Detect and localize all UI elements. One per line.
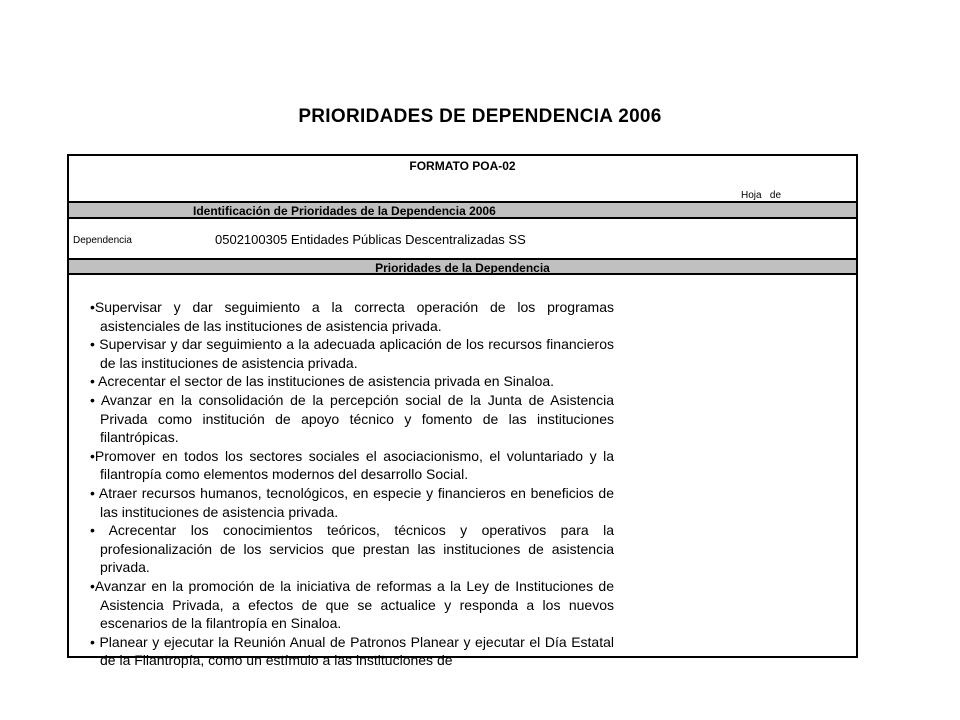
priority-item: •Supervisar y dar seguimiento a la correcta operación de los programas asistenciales de las instituciones de asistencia privada.: [90, 299, 614, 334]
prioridades-header-text: Prioridades de la Dependencia: [375, 261, 550, 275]
priority-item: •Promover en todos los sectores sociales el asociacionismo, el voluntariado y la filantropía como elementos modernos del desarrollo Social.: [90, 447, 614, 483]
formato-label: FORMATO POA-02: [409, 159, 516, 173]
priority-item: • Acrecentar el sector de las instituciones de asistencia privada en Sinaloa.: [90, 373, 555, 390]
priority-item: • Avanzar en la consolidación de la percepción social de la Junta de Asistencia Privada como institución de apoyo técnico y fomento de las instituciones filantrópicas.: [90, 391, 614, 446]
priority-item: • Planear y ejecutar la Reunión Anual de Patronos Planear y ejecutar el Día Estatal de la Filantropía, como un estímulo a las instituciones de: [90, 633, 614, 669]
priority-item: • Supervisar y dar seguimiento a la adecuada aplicación de los recursos financieros de las instituciones de asistencia privada.: [90, 336, 614, 371]
priority-item: • Atraer recursos humanos, tecnológicos, en especie y financieros en beneficios de las instituciones de asistencia privada.: [90, 484, 614, 520]
hoja-label: Hoja: [741, 190, 762, 201]
priority-item: • Acrecentar los conocimientos teóricos, técnicos y operativos para la profesionalización de los servicios que prestan las instituciones de asistencia privada.: [90, 522, 614, 576]
priorities-list: [90, 298, 614, 670]
identificacion-header: [69, 201, 856, 219]
dependencia-value: 0502100305 Entidades Públicas Descentralizadas SS: [215, 232, 526, 247]
identificacion-header-text: Identificación de Prioridades de la Dependencia 2006: [193, 204, 496, 218]
priority-item: •Avanzar en la promoción de la iniciativa de reformas a la Ley de Instituciones de Asistencia Privada, a efectos de que se actualice y responda a los nuevos escenarios de la filantropía en Sinaloa.: [90, 577, 614, 632]
dependencia-label: Dependencia: [73, 235, 132, 246]
page-title: PRIORIDADES DE DEPENDENCIA 2006: [298, 106, 662, 127]
de-label: de: [769, 190, 782, 201]
prioridades-header: [69, 258, 856, 275]
sheet-number: [741, 190, 781, 201]
